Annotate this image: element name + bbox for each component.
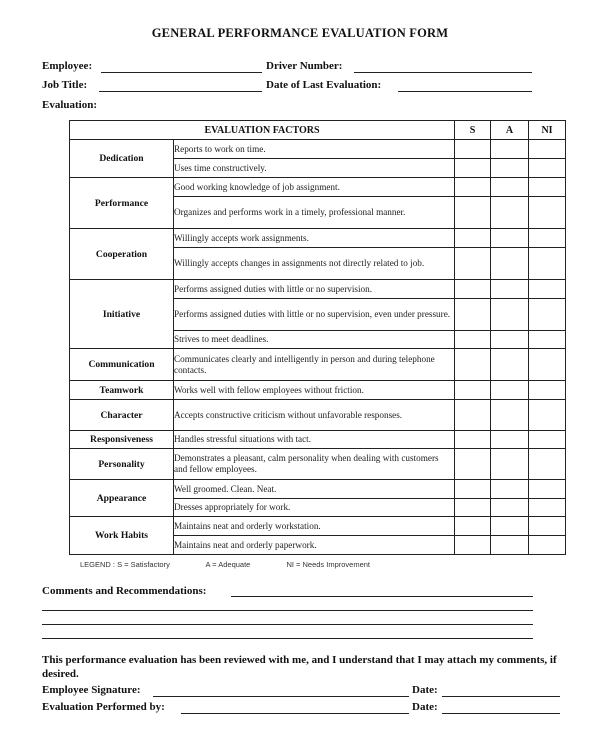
rating-s-box[interactable] xyxy=(455,480,491,499)
comments-line-4[interactable] xyxy=(42,638,533,639)
table-row xyxy=(70,400,566,431)
comments-label: Comments and Recommendations: xyxy=(42,585,207,597)
rating-s-box[interactable] xyxy=(455,248,491,280)
rating-ni-box[interactable] xyxy=(529,178,566,197)
rating-a-box[interactable] xyxy=(491,517,529,536)
rating-a-box[interactable] xyxy=(491,381,529,400)
rating-ni-box[interactable] xyxy=(529,299,566,331)
rating-a-box[interactable] xyxy=(491,159,529,178)
rating-s-box[interactable] xyxy=(455,400,491,431)
factor-item: Willingly accepts changes in assignments not directly related to job. xyxy=(174,248,455,280)
rating-a-box[interactable] xyxy=(491,140,529,159)
table-row xyxy=(70,280,566,299)
acknowledgement-statement: This performance evaluation has been reviewed with me, and I understand that I may attach my comments, if desired. xyxy=(42,654,557,680)
category-cooperation: Cooperation xyxy=(70,229,174,280)
rating-a-box[interactable] xyxy=(491,449,529,480)
rating-ni-box[interactable] xyxy=(529,517,566,536)
rating-ni-box[interactable] xyxy=(529,480,566,499)
rating-ni-box[interactable] xyxy=(529,400,566,431)
table-row xyxy=(70,517,566,536)
rating-a-box[interactable] xyxy=(491,499,529,517)
category-personality: Personality xyxy=(70,449,174,480)
rating-s-box[interactable] xyxy=(455,331,491,349)
factor-item: Performs assigned duties with little or no supervision, even under pressure. xyxy=(174,299,455,331)
rating-s-box[interactable] xyxy=(455,381,491,400)
employee-field[interactable] xyxy=(101,72,262,73)
rating-a-box[interactable] xyxy=(491,299,529,331)
rating-s-box[interactable] xyxy=(455,449,491,480)
employee-signature-label: Employee Signature: xyxy=(42,684,141,696)
driver-number-label: Driver Number: xyxy=(266,60,343,72)
rating-ni-box[interactable] xyxy=(529,159,566,178)
category-initiative: Initiative xyxy=(70,280,174,349)
table-row xyxy=(70,480,566,499)
driver-number-field[interactable] xyxy=(354,72,532,73)
legend-needs-improvement: NI = Needs Improvement xyxy=(286,560,371,569)
rating-a-box[interactable] xyxy=(491,178,529,197)
factor-item: Organizes and performs work in a timely, professional manner. xyxy=(174,197,455,229)
rating-a-box[interactable] xyxy=(491,229,529,248)
rating-a-box[interactable] xyxy=(491,400,529,431)
table-row xyxy=(70,431,566,449)
table-header-row xyxy=(70,121,566,140)
evaluation-performed-by-label: Evaluation Performed by: xyxy=(42,701,165,713)
comments-line-2[interactable] xyxy=(42,610,533,611)
category-responsiveness: Responsiveness xyxy=(70,431,174,449)
evaluation-table xyxy=(69,120,566,555)
a-header: A xyxy=(491,121,529,140)
table-row xyxy=(70,449,566,480)
rating-ni-box[interactable] xyxy=(529,381,566,400)
factor-item: Maintains neat and orderly paperwork. xyxy=(174,536,455,555)
evaluator-signature-field[interactable] xyxy=(181,713,409,714)
legend-satisfactory: LEGEND : S = Satisfactory xyxy=(80,560,170,569)
ni-header: NI xyxy=(529,121,566,140)
comments-line-1[interactable] xyxy=(231,596,533,597)
rating-s-box[interactable] xyxy=(455,229,491,248)
factor-item: Maintains neat and orderly workstation. xyxy=(174,517,455,536)
rating-s-box[interactable] xyxy=(455,299,491,331)
date-label-evaluator: Date: xyxy=(412,701,438,713)
factors-header: EVALUATION FACTORS xyxy=(70,121,455,140)
category-dedication: Dedication xyxy=(70,140,174,178)
category-performance: Performance xyxy=(70,178,174,229)
table-row xyxy=(70,381,566,400)
evaluator-date-field[interactable] xyxy=(442,713,560,714)
table-row xyxy=(70,140,566,159)
rating-s-box[interactable] xyxy=(455,140,491,159)
rating-ni-box[interactable] xyxy=(529,449,566,480)
comments-line-3[interactable] xyxy=(42,624,533,625)
category-communication: Communication xyxy=(70,349,174,381)
factor-item: Handles stressful situations with tact. xyxy=(174,431,455,449)
rating-s-box[interactable] xyxy=(455,517,491,536)
factor-item: Well groomed. Clean. Neat. xyxy=(174,480,455,499)
evaluation-label: Evaluation: xyxy=(42,99,98,111)
rating-s-box[interactable] xyxy=(455,159,491,178)
factor-item: Good working knowledge of job assignment. xyxy=(174,178,455,197)
factor-item: Demonstrates a pleasant, calm personality when dealing with customers and fellow employees. xyxy=(174,449,455,480)
job-title-label: Job Title: xyxy=(42,79,88,91)
rating-s-box[interactable] xyxy=(455,280,491,299)
legend xyxy=(80,560,404,569)
rating-ni-box[interactable] xyxy=(529,197,566,229)
table-row xyxy=(70,349,566,381)
employee-label: Employee: xyxy=(42,60,93,72)
table-row xyxy=(70,178,566,197)
rating-ni-box[interactable] xyxy=(529,499,566,517)
rating-ni-box[interactable] xyxy=(529,349,566,381)
rating-s-box[interactable] xyxy=(455,197,491,229)
rating-s-box[interactable] xyxy=(455,536,491,555)
employee-signature-field[interactable] xyxy=(153,696,409,697)
factor-item: Communicates clearly and intelligently in person and during telephone contacts. xyxy=(174,349,455,381)
factor-item: Dresses appropriately for work. xyxy=(174,499,455,517)
rating-a-box[interactable] xyxy=(491,431,529,449)
factor-item: Reports to work on time. xyxy=(174,140,455,159)
employee-date-field[interactable] xyxy=(442,696,560,697)
category-work-habits: Work Habits xyxy=(70,517,174,555)
last-evaluation-field[interactable] xyxy=(398,91,532,92)
rating-ni-box[interactable] xyxy=(529,536,566,555)
rating-s-box[interactable] xyxy=(455,349,491,381)
legend-adequate: A = Adequate xyxy=(205,560,251,569)
factor-item: Strives to meet deadlines. xyxy=(174,331,455,349)
date-label-employee: Date: xyxy=(412,684,438,696)
rating-ni-box[interactable] xyxy=(529,140,566,159)
rating-ni-box[interactable] xyxy=(529,280,566,299)
rating-ni-box[interactable] xyxy=(529,248,566,280)
s-header: S xyxy=(455,121,491,140)
rating-a-box[interactable] xyxy=(491,536,529,555)
factor-item: Works well with fellow employees without friction. xyxy=(174,381,455,400)
rating-a-box[interactable] xyxy=(491,280,529,299)
factor-item: Uses time constructively. xyxy=(174,159,455,178)
rating-a-box[interactable] xyxy=(491,248,529,280)
factor-item: Accepts constructive criticism without unfavorable responses. xyxy=(174,400,455,431)
rating-ni-box[interactable] xyxy=(529,229,566,248)
rating-a-box[interactable] xyxy=(491,480,529,499)
rating-ni-box[interactable] xyxy=(529,431,566,449)
factor-item: Performs assigned duties with little or no supervision. xyxy=(174,280,455,299)
rating-a-box[interactable] xyxy=(491,197,529,229)
rating-ni-box[interactable] xyxy=(529,331,566,349)
rating-s-box[interactable] xyxy=(455,499,491,517)
factor-item: Willingly accepts work assignments. xyxy=(174,229,455,248)
rating-s-box[interactable] xyxy=(455,431,491,449)
category-appearance: Appearance xyxy=(70,480,174,517)
job-title-field[interactable] xyxy=(99,91,262,92)
category-character: Character xyxy=(70,400,174,431)
rating-s-box[interactable] xyxy=(455,178,491,197)
category-teamwork: Teamwork xyxy=(70,381,174,400)
rating-a-box[interactable] xyxy=(491,349,529,381)
form-title: GENERAL PERFORMANCE EVALUATION FORM xyxy=(151,26,449,40)
last-evaluation-label: Date of Last Evaluation: xyxy=(266,79,382,91)
rating-a-box[interactable] xyxy=(491,331,529,349)
table-row xyxy=(70,229,566,248)
